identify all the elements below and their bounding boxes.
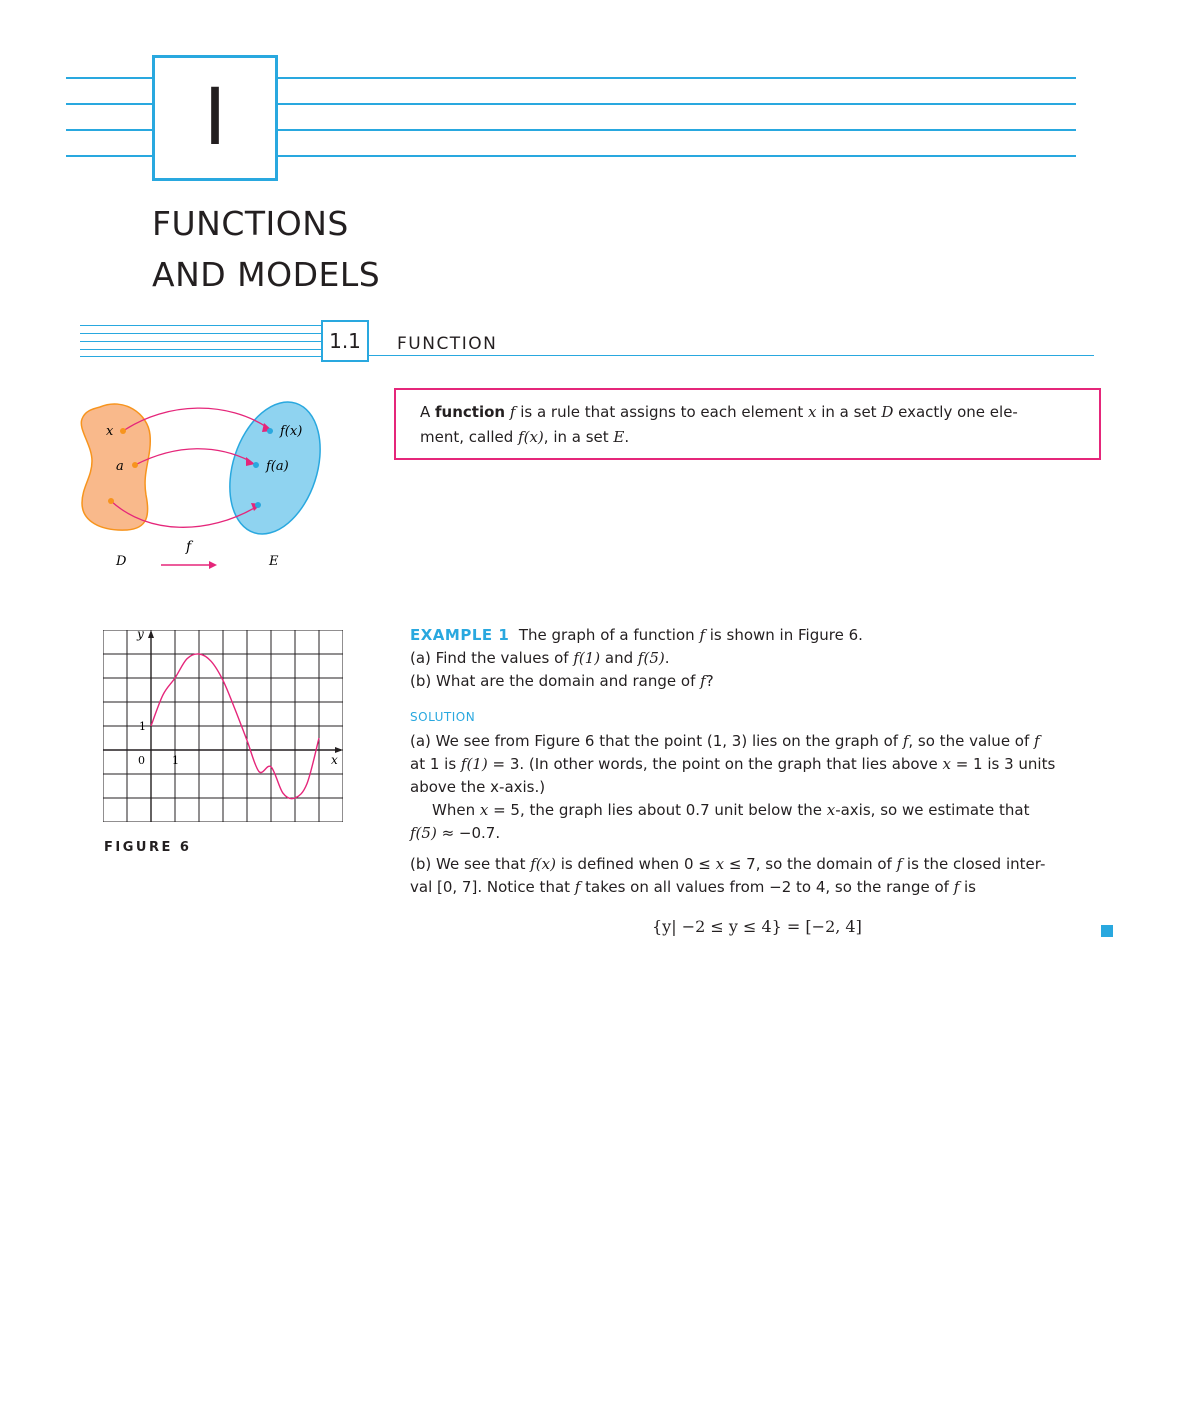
example-text: (a) Find the values of: [410, 649, 574, 667]
example-text: and: [600, 649, 638, 667]
solution-text: (b) We see that: [410, 855, 531, 873]
definition-text: exactly one ele-: [893, 403, 1018, 421]
function-mapping-diagram: [78, 395, 338, 580]
solution-text: ≤ 7, so the domain of: [724, 855, 897, 873]
solution-text: is the closed inter-: [902, 855, 1046, 873]
point-fx: [267, 428, 273, 434]
definition-text: in a set: [816, 403, 882, 421]
symbol-f1: f(1): [460, 755, 488, 773]
example-text: The graph of a function: [518, 626, 700, 644]
symbol-fx: f(x): [518, 428, 544, 446]
function-arrowhead: [209, 561, 217, 569]
solution-text: = 1 is 3 units: [950, 755, 1056, 773]
solution-a-line-3: above the x-axis.): [410, 778, 546, 796]
solution-text: = 5, the graph lies about 0.7 unit below the: [488, 801, 827, 819]
example-line-3: [410, 670, 1110, 693]
section-title: FUNCTION: [397, 334, 498, 354]
solution-text: When: [432, 801, 480, 819]
solution-part-a: [410, 730, 1110, 845]
symbol-x: x: [479, 801, 489, 819]
solution-text: , so the value of: [908, 732, 1035, 750]
label-fx: f(x): [280, 424, 303, 439]
definition-text: A: [420, 403, 436, 421]
section-number-box: [321, 320, 369, 362]
end-of-example-square-icon: [1101, 925, 1113, 937]
symbol-D: D: [881, 403, 894, 421]
solution-a-line-1: [410, 730, 1110, 753]
symbol-f: f: [953, 878, 960, 896]
symbol-f5: f(5): [637, 649, 665, 667]
example-line-1: [410, 624, 1110, 647]
example-heading: EXAMPLE 1: [410, 626, 510, 644]
section-rule-5: [80, 356, 321, 357]
solution-text: (a) We see from Figure 6 that the point (1, 3) lies on the graph of: [410, 732, 903, 750]
solution-a-line-2: [410, 753, 1110, 776]
example-question: [410, 624, 1110, 693]
point-fa: [253, 462, 259, 468]
definition-line-1: [420, 400, 1075, 425]
symbol-f: f: [699, 626, 705, 644]
chapter-title-line-2: AND MODELS: [152, 255, 381, 294]
symbol-E: E: [613, 428, 625, 446]
example-text: (b) What are the domain and range of: [410, 672, 701, 690]
chapter-title-line-1: FUNCTIONS: [152, 204, 349, 243]
label-set-D: D: [116, 554, 127, 569]
point-third: [108, 498, 114, 504]
symbol-f: f: [896, 855, 903, 873]
solution-a-line-5: [410, 822, 1110, 845]
symbol-f: f: [574, 878, 581, 896]
example-line-2: [410, 647, 1110, 670]
symbol-fx: f(x): [530, 855, 556, 873]
section-number: 1.1: [329, 329, 361, 353]
axis-label-y: y: [137, 630, 144, 641]
symbol-x: x: [808, 403, 817, 421]
label-set-E: E: [269, 554, 279, 569]
solution-text: takes on all values from −2 to 4, so the range of: [580, 878, 954, 896]
solution-part-b: [410, 853, 1110, 899]
definition-text: is a rule that assigns to each element: [515, 403, 808, 421]
tick-label-x-1: 1: [172, 754, 179, 767]
point-x: [120, 428, 126, 434]
symbol-f5: f(5): [410, 824, 437, 842]
solution-label: SOLUTION: [410, 710, 476, 724]
figure-caption: FIGURE 6: [104, 840, 192, 855]
symbol-x: x: [715, 855, 725, 873]
solution-a-line-4: [410, 799, 1110, 822]
point-fthird: [255, 502, 261, 508]
axis-label-x: x: [331, 753, 338, 767]
section-rule-4: [80, 349, 321, 350]
chapter-title: [152, 198, 380, 300]
definition-text: , in a set: [543, 428, 614, 446]
section-rule-3: [80, 341, 321, 342]
example-text: ?: [705, 672, 714, 690]
definition-line-2: [420, 425, 1075, 450]
label-fa: f(a): [266, 459, 289, 474]
symbol-f: f: [902, 732, 909, 750]
solution-text: -axis, so we estimate that: [835, 801, 1030, 819]
symbol-f: f: [700, 672, 706, 690]
solution-b-line-1: [410, 853, 1110, 876]
example-text: .: [664, 649, 670, 667]
symbol-f: f: [509, 403, 516, 421]
section-rule-2: [80, 333, 321, 334]
tick-label-y-1: 1: [139, 720, 146, 733]
definition-text: ment, called: [420, 428, 519, 446]
tick-label-origin: 0: [138, 754, 145, 767]
symbol-x: x: [942, 755, 951, 773]
solution-b-line-2: [410, 876, 1110, 899]
label-arrow-f: f: [186, 539, 192, 555]
definition-box: [394, 388, 1101, 460]
symbol-f1: f(1): [573, 649, 601, 667]
definition-text: .: [624, 428, 630, 446]
solution-text: = 3. (In other words, the point on the graph that lies above: [487, 755, 943, 773]
solution-text: ≈ −0.7.: [436, 824, 501, 842]
example-text: is shown in Figure 6.: [705, 626, 863, 644]
solution-text: is defined when 0 ≤: [555, 855, 716, 873]
solution-text: is: [959, 878, 977, 896]
label-a: a: [116, 459, 124, 474]
range-equation: {y| −2 ≤ y ≤ 4} = [−2, 4]: [652, 917, 862, 936]
figure-6-graph: [103, 630, 343, 822]
solution-text: at 1 is: [410, 755, 461, 773]
y-axis-arrowhead: [148, 630, 154, 638]
section-rule-1: [80, 325, 321, 326]
section-title-rule: [369, 355, 1094, 356]
chapter-number: I: [203, 73, 227, 163]
symbol-x: x: [826, 801, 836, 819]
point-a: [132, 462, 138, 468]
solution-text: val [0, 7]. Notice that: [410, 878, 575, 896]
definition-term: function: [435, 403, 506, 421]
label-x: x: [106, 424, 114, 439]
chapter-number-box: [152, 55, 278, 181]
symbol-f: f: [1034, 732, 1040, 750]
